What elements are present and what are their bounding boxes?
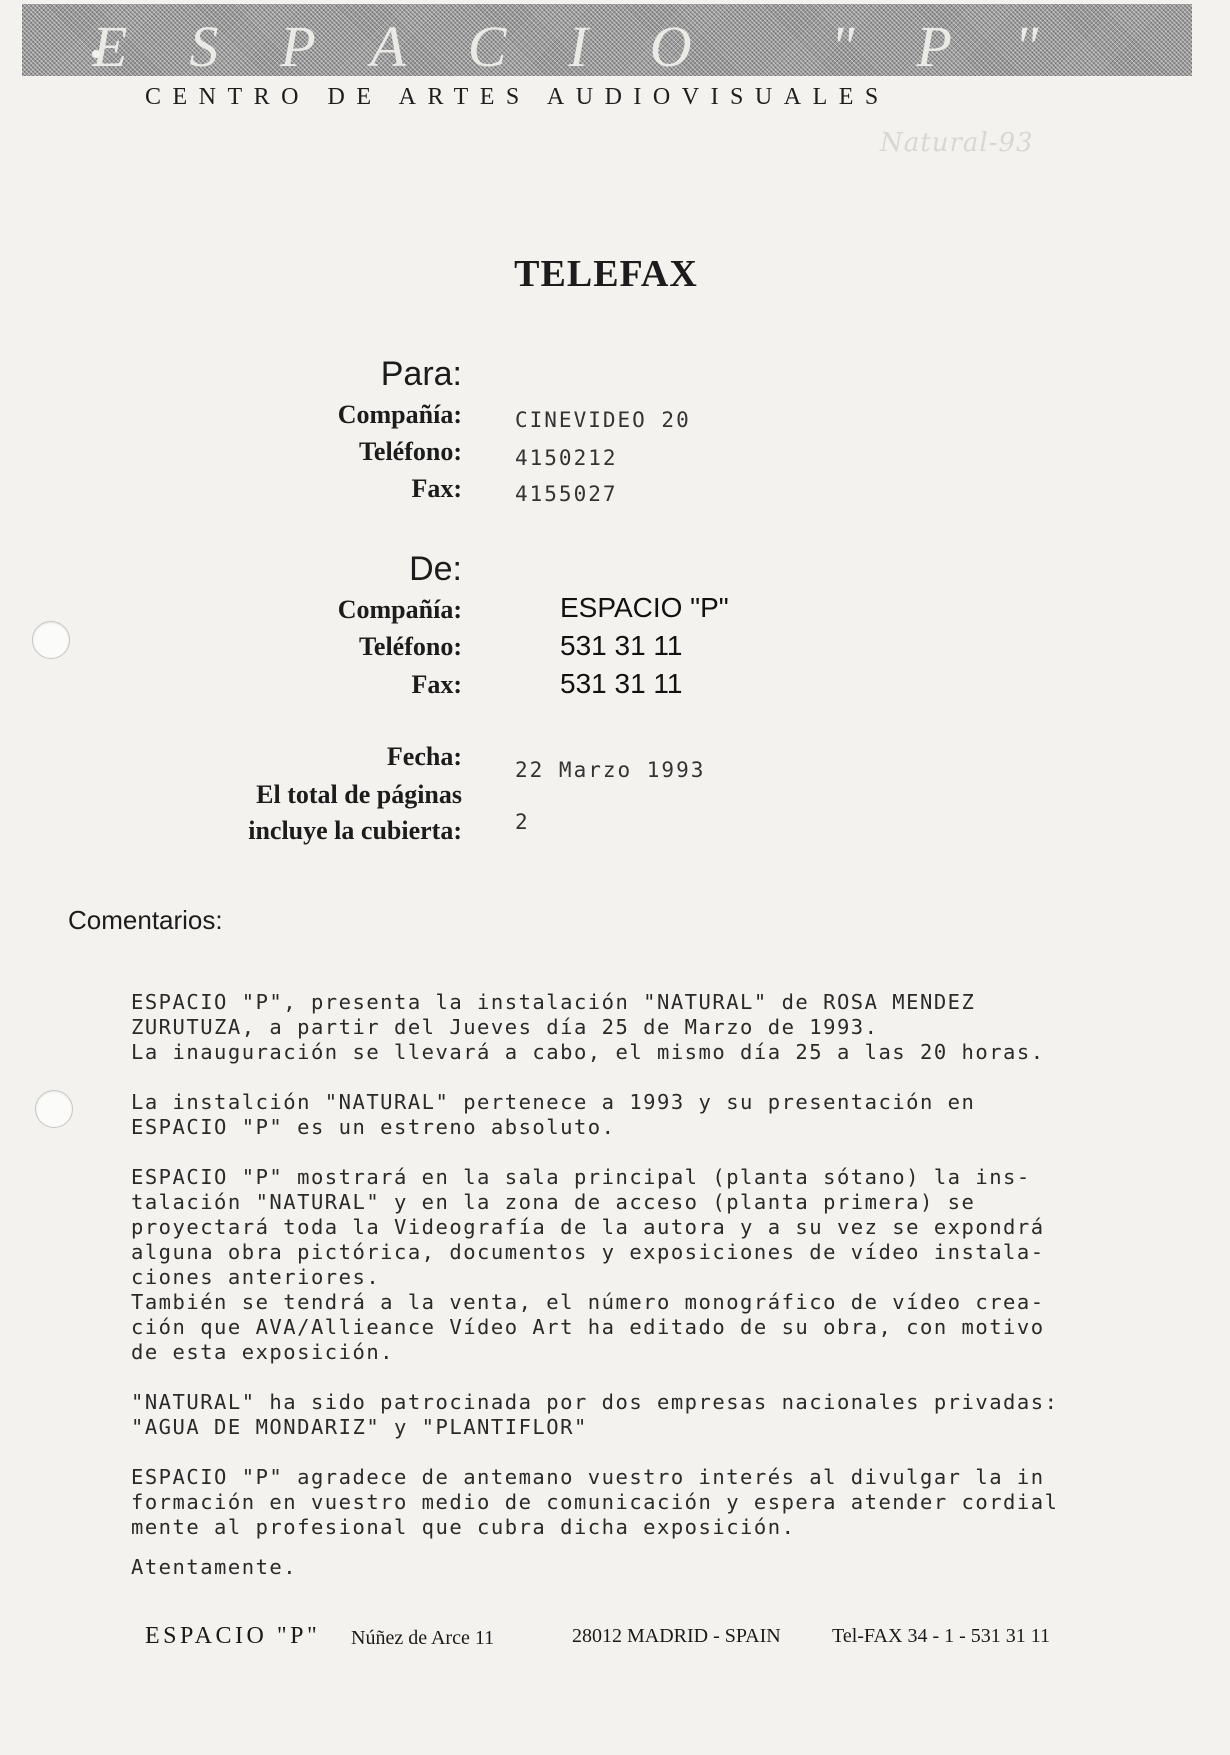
comment-paragraph: ESPACIO "P" agradece de antemano vuestro interés al divulgar la in formación en vuestro medio de comunicación y espera atender cordial mente al profesional que cubra dicha exposición.	[131, 1465, 1059, 1539]
from-company-label: Compañía:	[337, 595, 462, 624]
comment-paragraph: ESPACIO "P", presenta la instalación "NATURAL" de ROSA MENDEZ ZURUTUZA, a partir del Jueves día 25 de Marzo de 1993. La inauguración se llevará a cabo, el mismo día 25 a las 20 horas.	[131, 990, 1045, 1064]
from-fax-label: Fax:	[411, 670, 462, 699]
footer-phone: Tel-FAX 34 - 1 - 531 31 11	[832, 1625, 1051, 1647]
footer-address: Núñez de Arce 11	[351, 1627, 495, 1649]
letterhead-banner	[22, 4, 1192, 76]
document-title: TELEFAX	[514, 253, 698, 295]
banner-logo-text: ESPACIO "P"	[92, 14, 1101, 76]
to-fax-label: Fax:	[411, 474, 462, 503]
pages-value: 2	[515, 810, 530, 834]
from-company-value: ESPACIO "P"	[560, 592, 729, 623]
footer-name: ESPACIO "P"	[145, 1623, 321, 1649]
footer-city: 28012 MADRID - SPAIN	[572, 1625, 781, 1647]
from-phone-value: 531 31 11	[560, 630, 683, 661]
pages-label-line2: incluye la cubierta:	[248, 816, 462, 845]
comment-paragraph: "NATURAL" ha sido patrocinada por dos empresas nacionales privadas: "AGUA DE MONDARIZ" y "PLANTIFLOR"	[131, 1390, 1059, 1439]
from-phone-label: Teléfono:	[358, 632, 462, 661]
to-phone-value: 4150212	[515, 446, 618, 470]
from-heading: De:	[409, 550, 462, 588]
comment-paragraph: ESPACIO "P" mostrará en la sala principal (planta sótano) la ins- talación "NATURAL" y en la zona de acceso (planta primera) se proyectará toda la Videografía de la autora y a su vez se expondrá alguna obra pictórica, documentos y exposiciones de vídeo instala- ciones anteriores. También se tendrá a la venta, el número monográfico de vídeo crea- ción que AVA/Allieance Vídeo Art ha editado de su obra, con motivo de esta exposición.	[131, 1165, 1045, 1364]
date-label: Fecha:	[386, 742, 462, 771]
closing-line: Atentamente.	[131, 1555, 298, 1579]
from-fax-value: 531 31 11	[560, 668, 683, 699]
date-value: 22 Marzo 1993	[515, 758, 706, 782]
comments-body	[131, 990, 1131, 1540]
letterhead-subtitle: CENTRO DE ARTES AUDIOVISUALES	[145, 84, 890, 110]
to-phone-label: Teléfono:	[358, 437, 462, 466]
to-company-value: CINEVIDEO 20	[515, 408, 691, 432]
to-fax-value: 4155027	[515, 482, 618, 506]
handwritten-note: Natural-93	[880, 128, 1034, 158]
binder-hole	[35, 1090, 73, 1128]
comment-paragraph: La instalción "NATURAL" pertenece a 1993 y su presentación en ESPACIO "P" es un estreno absoluto.	[131, 1090, 976, 1139]
to-company-label: Compañía:	[337, 400, 462, 429]
pages-label-line1: El total de páginas	[256, 780, 462, 809]
binder-hole	[32, 621, 70, 659]
comments-heading: Comentarios:	[68, 905, 223, 935]
to-heading: Para:	[380, 355, 462, 393]
